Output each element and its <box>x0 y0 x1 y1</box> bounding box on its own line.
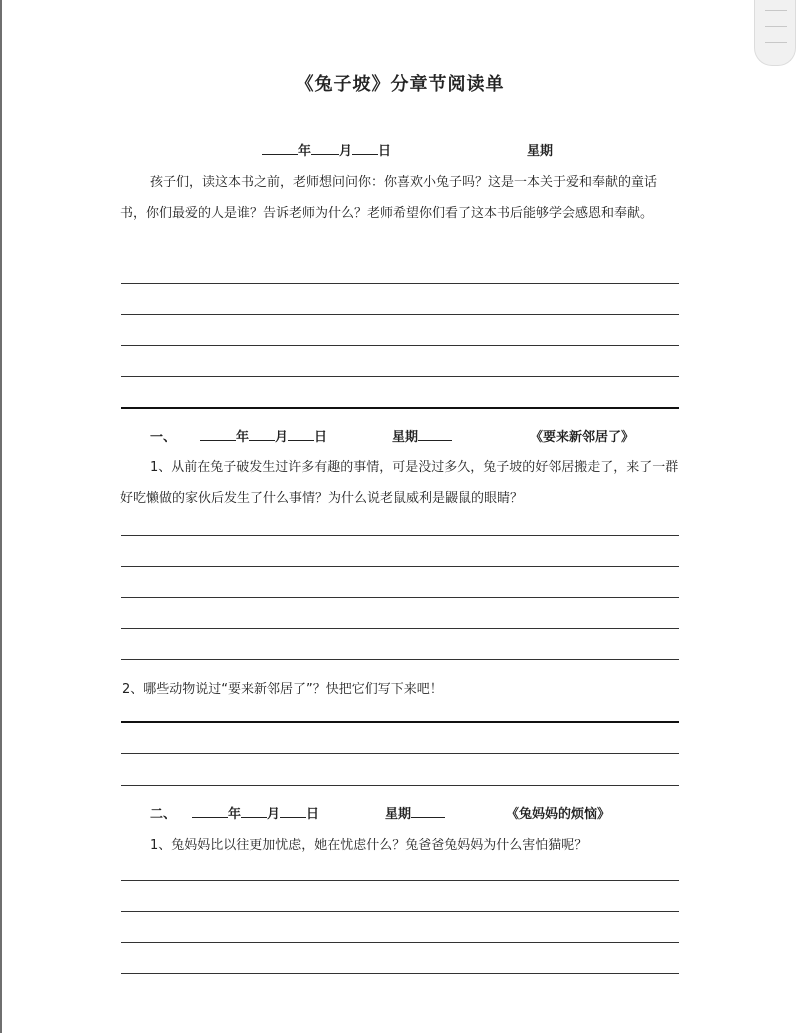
section-1-question-2: 2、哪些动物说过“要来新邻居了”？快把它们写下来吧！ <box>122 682 443 697</box>
page-edge <box>0 0 2 1033</box>
scroll-handle[interactable] <box>754 0 796 66</box>
year-label: 年 <box>298 144 312 159</box>
day-blank[interactable] <box>280 805 306 818</box>
header-date-line <box>262 140 391 159</box>
year-label: 年 <box>236 430 250 445</box>
answer-line[interactable] <box>121 880 679 881</box>
header-weekday: 星期 <box>527 144 554 159</box>
answer-line[interactable] <box>121 659 679 660</box>
section-divider <box>121 407 679 409</box>
grip-line-icon <box>765 42 787 43</box>
month-label: 月 <box>275 430 289 445</box>
year-blank[interactable] <box>262 142 298 155</box>
day-label: 日 <box>306 807 320 822</box>
weekday-label: 星期 <box>385 807 412 822</box>
day-blank[interactable] <box>288 428 314 441</box>
section-1-weekday <box>392 426 452 445</box>
answer-line[interactable] <box>121 942 679 943</box>
answer-line[interactable] <box>121 566 679 567</box>
year-blank[interactable] <box>192 805 228 818</box>
section-1-chapter-title: 《要来新邻居了》 <box>530 430 635 445</box>
section-2-date <box>192 803 319 822</box>
answer-line[interactable] <box>121 785 679 786</box>
year-label: 年 <box>228 807 242 822</box>
section-2-question-1: 1、兔妈妈比以往更加忧虑，她在忧虑什么？兔爸爸兔妈妈为什么害怕猫呢？ <box>150 838 588 853</box>
weekday-blank[interactable] <box>418 428 452 441</box>
month-blank[interactable] <box>311 142 339 155</box>
answer-line[interactable] <box>121 753 679 754</box>
day-label: 日 <box>314 430 328 445</box>
section-1-date <box>200 426 327 445</box>
month-blank[interactable] <box>241 805 267 818</box>
answer-line[interactable] <box>121 345 679 346</box>
section-2-weekday <box>385 803 445 822</box>
weekday-label: 星期 <box>392 430 419 445</box>
answer-line[interactable] <box>121 376 679 377</box>
year-blank[interactable] <box>200 428 236 441</box>
grip-line-icon <box>765 26 787 27</box>
day-label: 日 <box>378 144 392 159</box>
answer-line[interactable] <box>121 597 679 598</box>
section-1-question-1: 1、从前在兔子破发生过许多有趣的事情，可是没过多久，兔子坡的好邻居搬走了，来了一群好吃懒做的家伙后发生了什么事情？为什么说老鼠威利是鼹鼠的眼睛？ <box>120 460 679 506</box>
section-2-chapter-title: 《兔妈妈的烦恼》 <box>506 807 611 822</box>
answer-line[interactable] <box>121 314 679 315</box>
section-2-number: 二、 <box>150 807 177 822</box>
answer-line[interactable] <box>121 535 679 536</box>
answer-line[interactable] <box>121 283 679 284</box>
answer-line[interactable] <box>121 911 679 912</box>
answer-line[interactable] <box>121 628 679 629</box>
answer-line[interactable] <box>121 721 679 723</box>
intro-paragraph: 孩子们，读这本书之前，老师想问问你：你喜欢小兔子吗？这是一本关于爱和奉献的童话书，你们最爱的人是谁？告诉老师为什么？老师希望你们看了这本书后能够学会感恩和奉献。 <box>120 175 658 221</box>
month-label: 月 <box>339 144 353 159</box>
page-title: 《兔子坡》分章节阅读单 <box>295 74 505 95</box>
grip-line-icon <box>765 10 787 11</box>
answer-line[interactable] <box>121 973 679 974</box>
section-1-number: 一、 <box>150 430 177 445</box>
day-blank[interactable] <box>352 142 378 155</box>
month-label: 月 <box>267 807 281 822</box>
month-blank[interactable] <box>249 428 275 441</box>
weekday-blank[interactable] <box>411 805 445 818</box>
